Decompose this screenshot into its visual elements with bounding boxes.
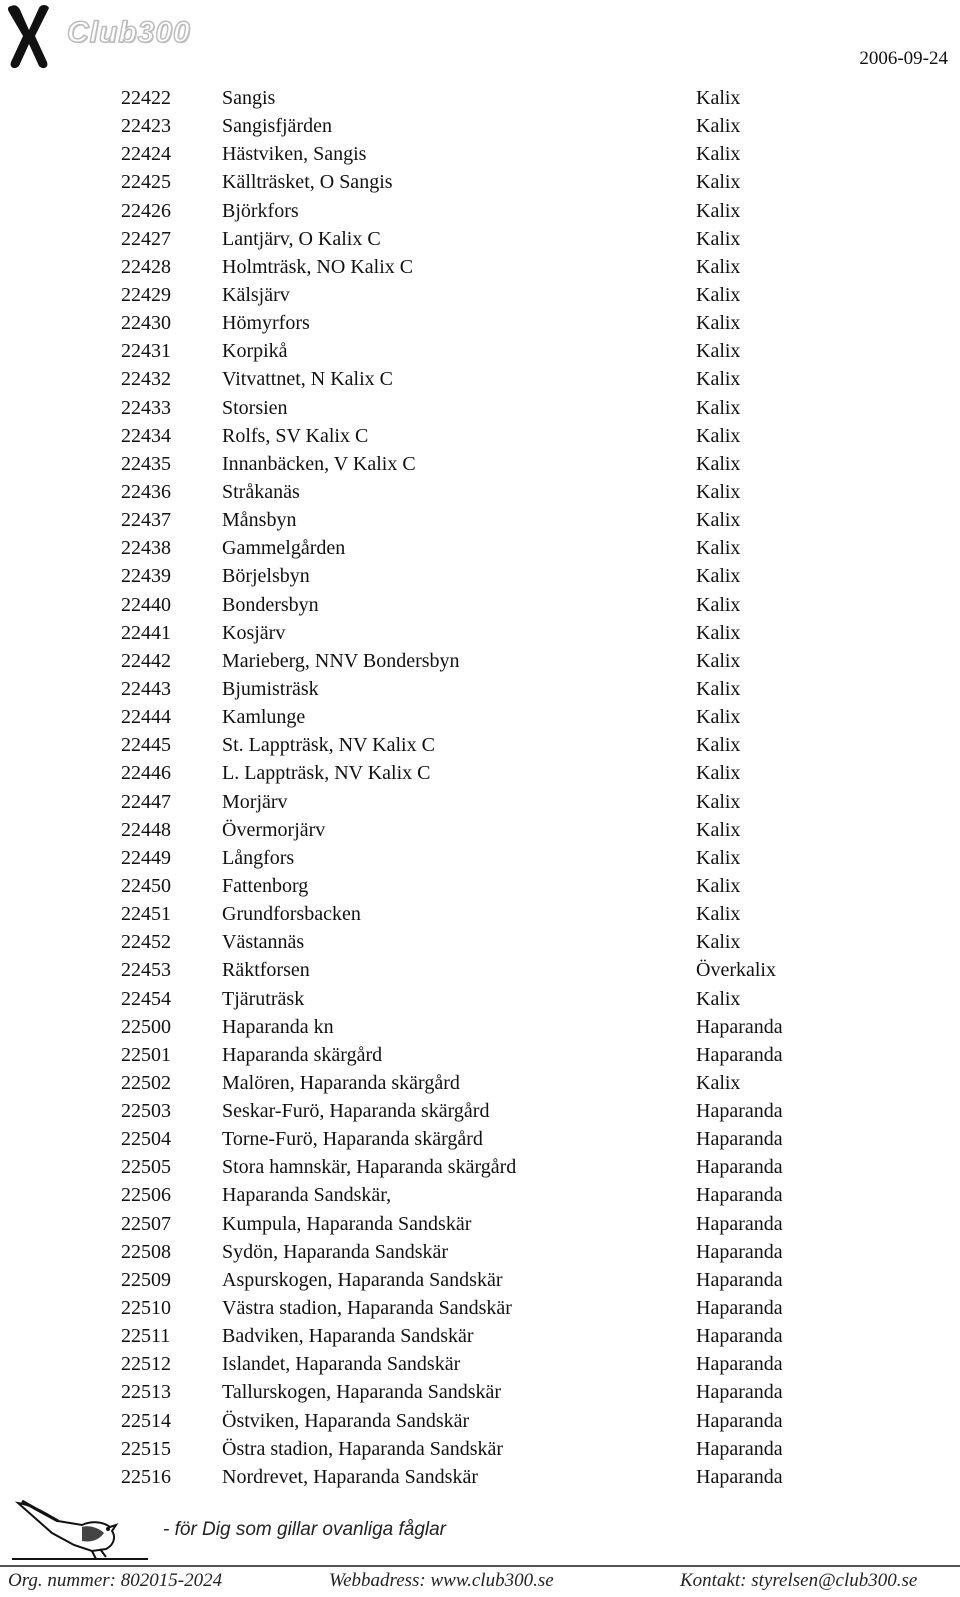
table-row [0,759,960,787]
site-name: Räktforsen [222,959,310,982]
municipality: Haparanda [696,1100,783,1123]
municipality: Kalix [696,1071,741,1094]
site-name: Sydön, Haparanda Sandskär [222,1240,449,1263]
document-date: 2006-09-24 [859,48,948,69]
site-number: 22502 [121,1071,171,1094]
table-row [0,619,960,647]
site-number: 22441 [121,621,171,644]
site-name: Östviken, Haparanda Sandskär [222,1409,470,1432]
municipality: Överkalix [696,959,776,982]
municipality: Haparanda [696,1409,783,1432]
site-name: Kosjärv [222,621,286,644]
site-name: Källträsket, O Sangis [222,171,393,194]
site-number: 22500 [121,1015,171,1038]
site-number: 22449 [121,846,171,869]
site-number: 22430 [121,312,171,335]
site-number: 22448 [121,818,171,841]
site-number: 22444 [121,706,171,729]
site-number: 22442 [121,649,171,672]
site-name: Marieberg, NNV Bondersbyn [222,649,460,672]
site-number: 22503 [121,1100,171,1123]
site-name: Hästviken, Sangis [222,143,367,166]
site-number: 22437 [121,509,171,532]
site-number: 22509 [121,1268,171,1291]
table-row [0,562,960,590]
site-number: 22429 [121,283,171,306]
municipality: Kalix [696,171,741,194]
site-number: 22510 [121,1297,171,1320]
municipality: Haparanda [696,1268,783,1291]
table-row [0,1125,960,1153]
site-list [0,84,960,1491]
municipality: Kalix [696,143,741,166]
municipality: Kalix [696,931,741,954]
table-row [0,253,960,281]
municipality: Haparanda [696,1325,783,1348]
site-number: 22423 [121,115,171,138]
municipality: Kalix [696,790,741,813]
table-row [0,365,960,393]
site-name: Stråkanäs [222,480,300,503]
table-row [0,1266,960,1294]
site-number: 22432 [121,368,171,391]
municipality: Kalix [696,452,741,475]
table-row [0,309,960,337]
municipality: Kalix [696,649,741,672]
site-number: 22425 [121,171,171,194]
table-row [0,816,960,844]
site-number: 22513 [121,1381,171,1404]
site-name: Stora hamnskär, Haparanda skärgård [222,1156,517,1179]
table-row [0,506,960,534]
table-row [0,1294,960,1322]
site-number: 22443 [121,677,171,700]
site-name: Grundforsbacken [222,903,361,926]
municipality: Kalix [696,846,741,869]
table-row [0,140,960,168]
site-number: 22450 [121,874,171,897]
table-row [0,394,960,422]
site-name: Aspurskogen, Haparanda Sandskär [222,1268,503,1291]
municipality: Kalix [696,87,741,109]
site-number: 22431 [121,340,171,363]
site-name: Malören, Haparanda skärgård [222,1071,460,1094]
table-row [0,450,960,478]
x-mark-icon [5,2,57,70]
municipality: Kalix [696,903,741,926]
table-row [0,1463,960,1491]
table-row [0,647,960,675]
site-name: St. Lappträsk, NV Kalix C [222,734,435,757]
municipality: Kalix [696,199,741,222]
municipality: Kalix [696,396,741,419]
site-name: Kamlunge [222,706,306,729]
site-name: Rolfs, SV Kalix C [222,424,369,447]
site-name: Korpikå [222,340,288,363]
site-name: Torne-Furö, Haparanda skärgård [222,1128,483,1151]
table-row [0,985,960,1013]
table-row [0,956,960,984]
table-row [0,928,960,956]
table-row [0,1350,960,1378]
site-number: 22433 [121,396,171,419]
table-row [0,225,960,253]
website-address[interactable]: Webbadress: www.club300.se [329,1570,554,1591]
municipality: Kalix [696,340,741,363]
municipality: Haparanda [696,1297,783,1320]
site-name: Månsbyn [222,509,297,532]
org-number: Org. nummer: 802015-2024 [8,1570,223,1591]
club300-logo [5,2,205,70]
site-name: Kälsjärv [222,283,290,306]
table-row [0,478,960,506]
municipality: Haparanda [696,1212,783,1235]
site-name: Badviken, Haparanda Sandskär [222,1325,474,1348]
municipality: Kalix [696,255,741,278]
table-row [0,1378,960,1406]
site-number: 22440 [121,593,171,616]
site-name: Nordrevet, Haparanda Sandskär [222,1465,479,1488]
table-row [0,872,960,900]
site-number: 22434 [121,424,171,447]
municipality: Kalix [696,706,741,729]
site-name: Långfors [222,846,295,869]
table-row [0,1041,960,1069]
table-row [0,1181,960,1209]
logo-text: Club300 [67,16,191,49]
municipality: Kalix [696,424,741,447]
tagline: - för Dig som gillar ovanliga fåglar [163,1519,447,1540]
site-name: Björkfors [222,199,299,222]
municipality: Kalix [696,509,741,532]
site-number: 22438 [121,537,171,560]
municipality: Kalix [696,537,741,560]
footer-divider [0,1565,960,1567]
site-number: 22447 [121,790,171,813]
table-row [0,534,960,562]
site-name: Hömyrfors [222,312,310,335]
site-number: 22514 [121,1409,171,1432]
municipality: Kalix [696,621,741,644]
site-number: 22446 [121,762,171,785]
site-number: 22454 [121,987,171,1010]
site-name: L. Lappträsk, NV Kalix C [222,762,431,785]
site-number: 22512 [121,1353,171,1376]
site-number: 22515 [121,1437,171,1460]
municipality: Haparanda [696,1381,783,1404]
site-name: Östra stadion, Haparanda Sandskär [222,1437,504,1460]
site-number: 22428 [121,255,171,278]
site-name: Tallurskogen, Haparanda Sandskär [222,1381,502,1404]
site-number: 22516 [121,1465,171,1488]
site-number: 22505 [121,1156,171,1179]
site-name: Börjelsbyn [222,565,310,588]
municipality: Kalix [696,593,741,616]
site-number: 22439 [121,565,171,588]
table-row [0,84,960,112]
table-row [0,1435,960,1463]
table-row [0,337,960,365]
site-name: Seskar-Furö, Haparanda skärgård [222,1100,490,1123]
municipality: Kalix [696,115,741,138]
site-name: Haparanda skärgård [222,1043,383,1066]
table-row [0,1407,960,1435]
site-name: Vitvattnet, N Kalix C [222,368,393,391]
municipality: Haparanda [696,1128,783,1151]
municipality: Kalix [696,677,741,700]
site-name: Kumpula, Haparanda Sandskär [222,1212,472,1235]
site-number: 22504 [121,1128,171,1151]
site-number: 22435 [121,452,171,475]
site-name: Haparanda Sandskär, [222,1184,392,1207]
table-row [0,1013,960,1041]
site-name: Gammelgården [222,537,346,560]
site-number: 22506 [121,1184,171,1207]
table-row [0,591,960,619]
site-name: Holmträsk, NO Kalix C [222,255,414,278]
site-number: 22426 [121,199,171,222]
table-row [0,900,960,928]
site-number: 22436 [121,480,171,503]
municipality: Haparanda [696,1465,783,1488]
table-row [0,675,960,703]
contact-email[interactable]: Kontakt: styrelsen@club300.se [680,1570,918,1591]
site-name: Haparanda kn [222,1015,334,1038]
site-number: 22507 [121,1212,171,1235]
site-name: Bondersbyn [222,593,319,616]
site-number: 22453 [121,959,171,982]
site-name: Sangis [222,87,276,109]
municipality: Kalix [696,818,741,841]
municipality: Kalix [696,987,741,1010]
site-number: 22501 [121,1043,171,1066]
site-name: Innanbäcken, V Kalix C [222,452,416,475]
table-row [0,1238,960,1266]
table-row [0,1069,960,1097]
site-name: Övermorjärv [222,818,326,841]
municipality: Kalix [696,734,741,757]
site-number: 22451 [121,903,171,926]
site-name: Fattenborg [222,874,309,897]
municipality: Kalix [696,874,741,897]
municipality: Kalix [696,283,741,306]
municipality: Haparanda [696,1353,783,1376]
site-number: 22445 [121,734,171,757]
table-row [0,844,960,872]
site-number: 22511 [121,1325,171,1348]
site-name: Bjumisträsk [222,677,319,700]
site-number: 22424 [121,143,171,166]
site-name: Tjäruträsk [222,987,305,1010]
municipality: Kalix [696,762,741,785]
table-row [0,197,960,225]
site-name: Västannäs [222,931,305,954]
table-row [0,1210,960,1238]
site-number: 22427 [121,227,171,250]
site-number: 22508 [121,1240,171,1263]
municipality: Haparanda [696,1437,783,1460]
site-name: Sangisfjärden [222,115,332,138]
table-row [0,703,960,731]
table-row [0,422,960,450]
municipality: Kalix [696,312,741,335]
table-row [0,1097,960,1125]
table-row [0,1153,960,1181]
table-row [0,168,960,196]
site-name: Morjärv [222,790,288,813]
bird-icon [12,1495,152,1565]
table-row [0,731,960,759]
site-name: Västra stadion, Haparanda Sandskär [222,1297,512,1320]
site-name: Storsien [222,396,288,419]
table-row [0,1322,960,1350]
table-row [0,788,960,816]
municipality: Haparanda [696,1043,783,1066]
municipality: Haparanda [696,1015,783,1038]
municipality: Haparanda [696,1240,783,1263]
site-name: Islandet, Haparanda Sandskär [222,1353,461,1376]
municipality: Kalix [696,565,741,588]
municipality: Haparanda [696,1156,783,1179]
municipality: Kalix [696,227,741,250]
site-number: 22452 [121,931,171,954]
municipality: Kalix [696,368,741,391]
table-row [0,112,960,140]
site-name: Lantjärv, O Kalix C [222,227,381,250]
table-row [0,281,960,309]
municipality: Haparanda [696,1184,783,1207]
site-number: 22422 [121,87,171,109]
municipality: Kalix [696,480,741,503]
